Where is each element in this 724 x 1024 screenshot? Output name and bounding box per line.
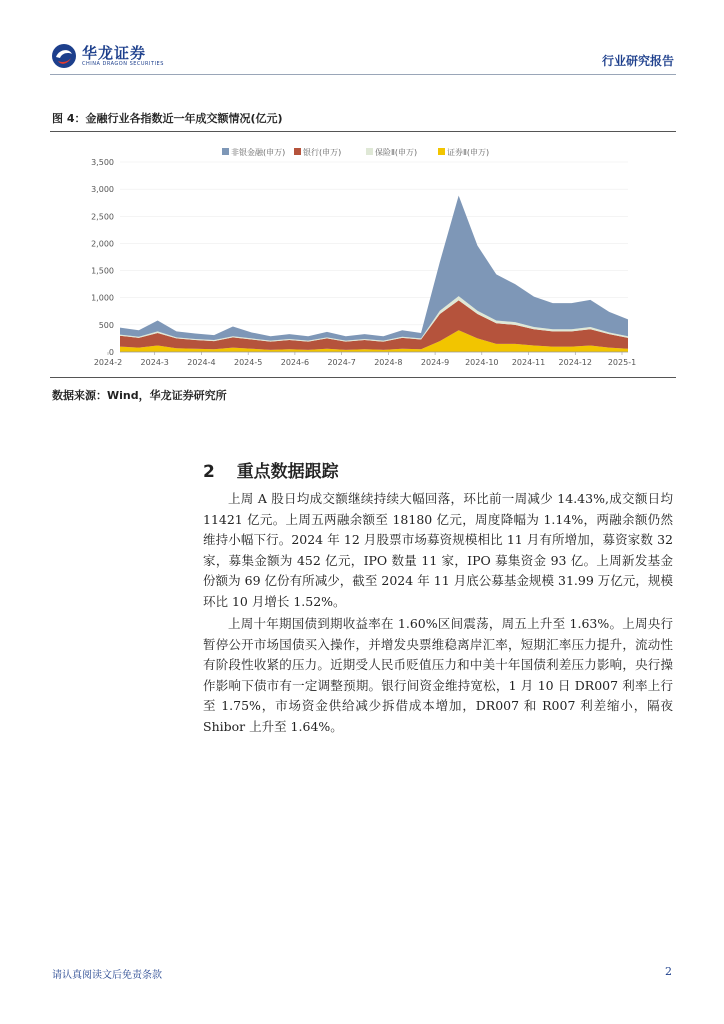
disclaimer-note: 请认真阅读文后免责条款 <box>52 970 162 981</box>
section-title-text: 重点数据跟踪 <box>236 462 339 482</box>
x-tick-label-1: 2024-3 <box>140 358 169 367</box>
x-tick-label-8: 2024-10 <box>465 358 499 367</box>
y-tick-label-3: 1,500 <box>91 266 114 276</box>
page-number: 2 <box>665 965 672 978</box>
x-tick-label-3: 2024-5 <box>234 358 263 367</box>
x-tick-label-2: 2024-4 <box>187 358 216 367</box>
x-tick-label-4: 2024-6 <box>280 358 310 367</box>
paragraph-market-overview: 上周 A 股日均成交额继续持续大幅回落，环比前一周减少 14.43%,成交额日均 11421 亿元。上周五两融余额至 18180 亿元，周度降幅为 1.14%，两融余额仍然维持小幅下行。2024 年 12 月股票市场募资规模相比 11 月有所增加，募资家数 32 家，募集金额为 452 亿元，IPO 数量 11 家，IPO 募集资金 93 亿。上周新发基金份额为 69 亿份有所减少，截至 2024 年 11 月底公募基金规模 31.99 万亿元，规模环比 10 月增长 1.52%。 <box>203 491 673 609</box>
chart-areas <box>120 196 628 352</box>
legend-swatch-3 <box>222 148 229 155</box>
report-type-label: 行业研究报告 <box>601 54 674 68</box>
figure-source: 数据来源：Wind，华龙证券研究所 <box>52 389 227 402</box>
y-tick-label-0: 0 <box>108 348 114 357</box>
area-series-3 <box>120 196 628 341</box>
y-tick-label-7: 3,500 <box>91 158 114 167</box>
x-tick-label-11: 2025-1 <box>607 358 637 367</box>
x-tick-label-6: 2024-8 <box>374 358 403 367</box>
legend-label-2: 保险Ⅱ(申万) <box>375 148 418 157</box>
figure-title: 图 4：金融行业各指数近一年成交额情况(亿元) <box>52 112 283 125</box>
page-header <box>50 40 676 75</box>
figure-bottom-rule <box>50 377 676 378</box>
legend-swatch-1 <box>294 148 301 155</box>
figure-top-rule <box>50 131 676 132</box>
y-tick-label-5: 2,500 <box>91 212 114 222</box>
legend-label-3: 非银金融(申万) <box>231 148 286 157</box>
brand-logo <box>50 42 164 70</box>
brand-name-cn: 华龙证券 <box>82 44 147 62</box>
dragon-logo-icon <box>50 42 78 70</box>
chart-grid <box>120 162 628 325</box>
chart-legend <box>222 147 489 157</box>
y-tick-label-6: 3,000 <box>91 185 114 195</box>
x-tick-label-7: 2024-9 <box>420 358 450 367</box>
x-tick-label-5: 2024-7 <box>327 358 356 367</box>
legend-swatch-2 <box>366 148 373 155</box>
legend-swatch-0 <box>438 148 445 155</box>
legend-label-0: 证券Ⅱ(申万) <box>447 148 490 157</box>
y-tick-label-4: 2,000 <box>91 239 114 249</box>
section-number: 2 <box>203 462 215 482</box>
y-tick-label-1: 500 <box>98 320 114 330</box>
legend-label-1: 银行(申万) <box>303 148 342 157</box>
section-heading <box>203 457 339 482</box>
x-tick-label-0: 2024-2 <box>93 358 123 367</box>
brand-name-en: CHINA DRAGON SECURITIES <box>82 61 164 67</box>
y-tick-label-2: 1,000 <box>91 293 114 303</box>
x-tick-label-9: 2024-11 <box>511 358 546 367</box>
turnover-area-chart <box>50 138 676 376</box>
paragraph-bond-market: 上周十年期国债到期收益率在 1.60%区间震荡，周五上升至 1.63%。上周央行暂停公开市场国债买入操作，并增发央票维稳离岸汇率，短期汇率压力提升，流动性有阶段性收紧的压力。近期受人民币贬值压力和中美十年国债利差压力影响，央行操作影响下债市有一定调整预期。银行间资金维持宽松，1 月 10 日 DR007 利率上行至 1.75%，市场资金供给减少拆借成本增加，DR007 和 R007 利差缩小，隔夜 Shibor 上升至 1.64%。 <box>203 616 673 734</box>
x-tick-label-10: 2024-12 <box>558 358 592 367</box>
